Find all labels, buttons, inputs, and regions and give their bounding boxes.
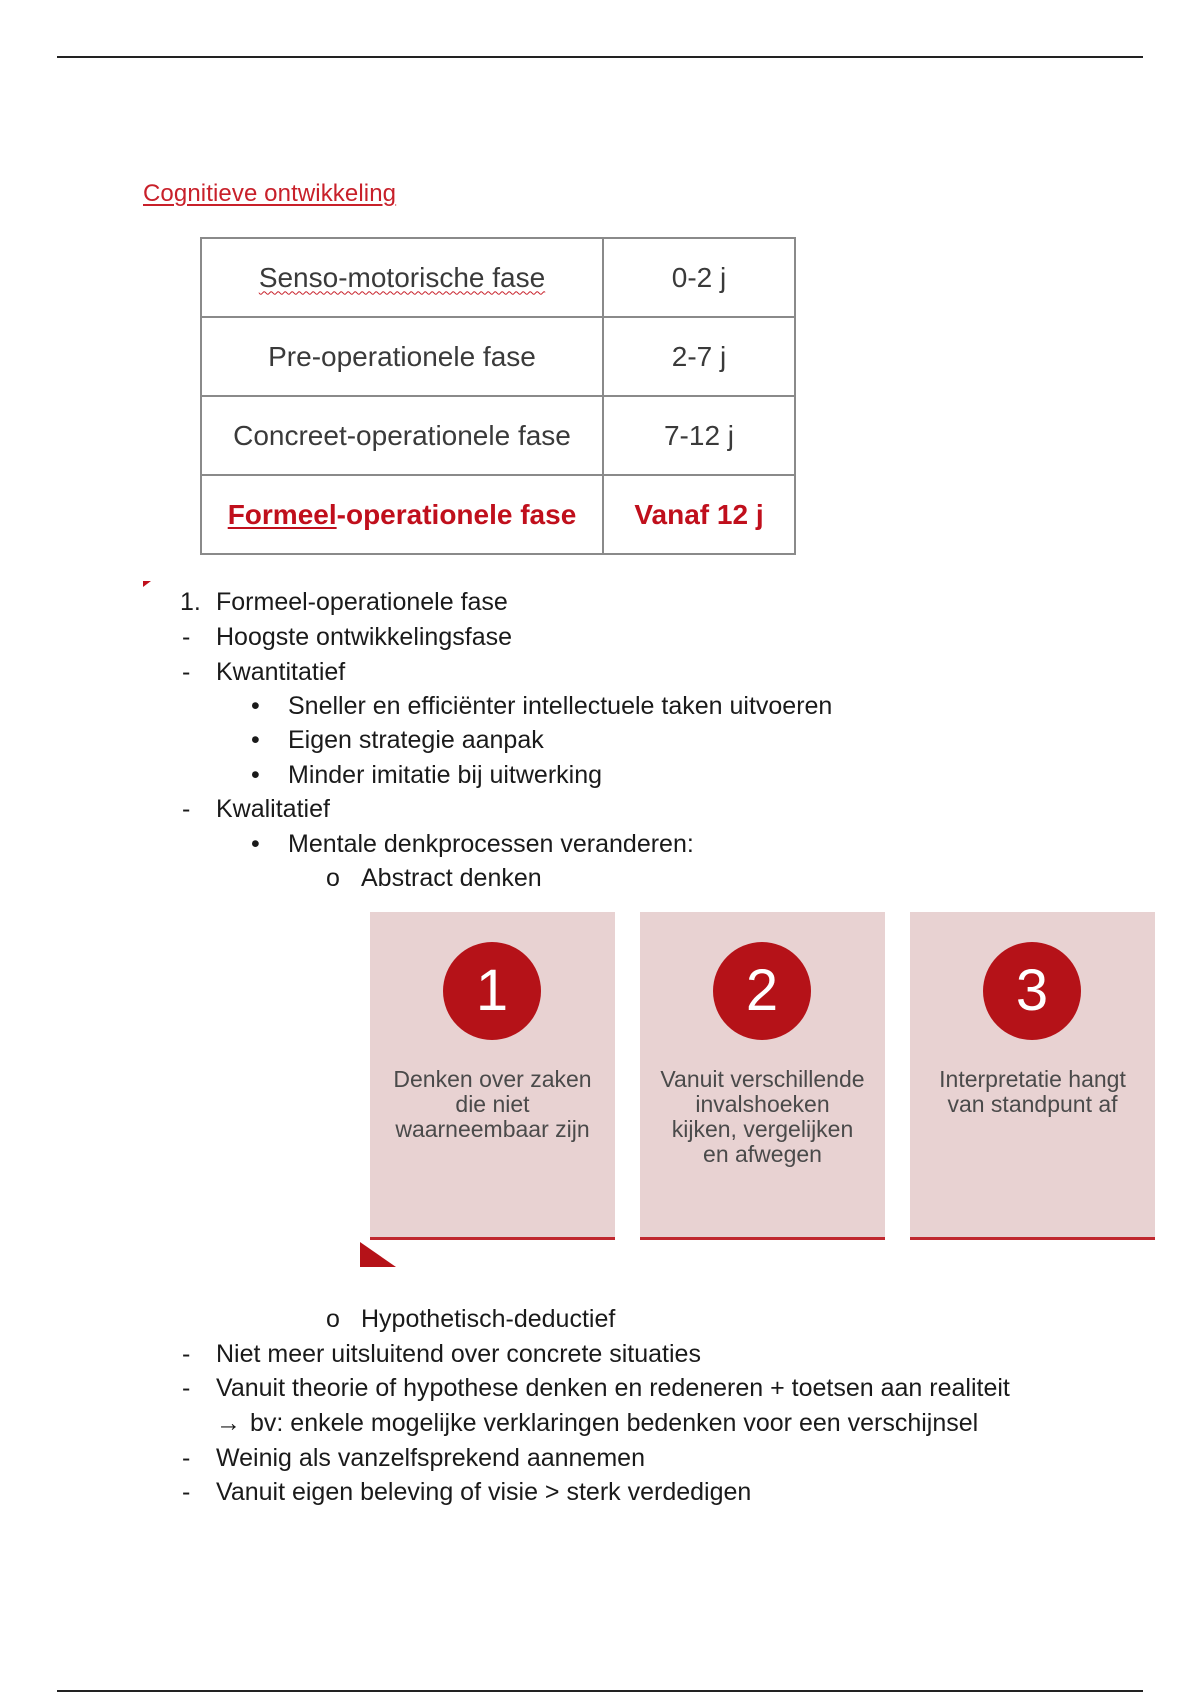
section-heading: Cognitieve ontwikkeling (143, 180, 397, 207)
list-item: Kwalitatief (216, 795, 330, 823)
phase-age-cell: 0-2 j (603, 238, 795, 317)
dash-glyph: - (182, 1340, 191, 1368)
dash-glyph: - (182, 623, 191, 651)
phase-name-part1: Formeel (227, 498, 337, 530)
list-item: Hypothetisch-deductief (361, 1305, 616, 1333)
card (640, 912, 885, 1240)
list-item: Vanuit eigen beleving of visie > sterk verdedigen (216, 1478, 752, 1506)
list-item: Kwantitatief (216, 658, 346, 686)
circle-glyph: o (326, 864, 340, 892)
list-item: Niet meer uitsluitend over concrete situaties (216, 1340, 701, 1368)
header-rule (57, 56, 1143, 58)
list-item: Abstract denken (361, 864, 542, 892)
list-item: Mentale denkprocessen veranderen: (288, 830, 694, 858)
list-item: Eigen strategie aanpak (288, 726, 544, 754)
list-item: Vanuit theorie of hypothese denken en redeneren + toetsen aan realiteit (216, 1374, 1010, 1402)
list-item: Minder imitatie bij uitwerking (288, 761, 603, 789)
list-item: Sneller en efficiënter intellectuele taken uitvoeren (288, 692, 833, 720)
list-item: Hoogste ontwikkelingsfase (216, 623, 512, 651)
phase-age-cell: Vanaf 12 j (603, 475, 795, 554)
table-row (201, 396, 795, 475)
phase-name: Senso-motorische fase (258, 261, 546, 293)
footer-rule (57, 1690, 1143, 1692)
phase-name-part2: -operationele fase (336, 498, 577, 530)
list-number: 1. (180, 588, 201, 616)
card-number-badge: 1 (443, 942, 541, 1040)
list-item: Weinig als vanzelfsprekend aannemen (216, 1444, 645, 1472)
table-row-highlight (201, 475, 795, 554)
comment-marker-icon (143, 581, 151, 587)
list-item: bv: enkele mogelijke verklaringen bedenken voor een verschijnsel (250, 1409, 979, 1437)
phase-age-cell: 2-7 j (603, 317, 795, 396)
dash-glyph: - (182, 658, 191, 686)
arrow-icon: → (216, 1409, 241, 1437)
circle-glyph: o (326, 1305, 340, 1333)
card-number-badge: 3 (983, 942, 1081, 1040)
dash-glyph: - (182, 1374, 191, 1402)
bullet-glyph: • (251, 761, 260, 789)
phase-age-cell: 7-12 j (603, 396, 795, 475)
bullet-glyph: • (251, 726, 260, 754)
card (370, 912, 615, 1240)
card-number-badge: 2 (713, 942, 811, 1040)
bullet-glyph: • (251, 692, 260, 720)
table-row (201, 238, 795, 317)
dash-glyph: - (182, 1444, 191, 1472)
card-text: Vanuit verschillende invalshoeken kijken, vergelijken en afwegen (660, 1066, 865, 1167)
corner-triangle-icon (360, 1242, 396, 1267)
phase-name-cell: Concreet-operationele fase (201, 396, 603, 475)
phase-name-cell (201, 238, 603, 317)
bullet-glyph: • (251, 830, 260, 858)
card-text: Interpretatie hangt van standpunt af (939, 1066, 1126, 1117)
dash-glyph: - (182, 795, 191, 823)
phases-table (200, 237, 796, 555)
dash-glyph: - (182, 1478, 191, 1506)
list-item: Formeel-operationele fase (216, 588, 508, 616)
phase-name-cell (201, 475, 603, 554)
table-row (201, 317, 795, 396)
phase-name-cell: Pre-operationele fase (201, 317, 603, 396)
card (910, 912, 1155, 1240)
card-text: Denken over zaken die niet waarneembaar zijn (393, 1066, 592, 1142)
